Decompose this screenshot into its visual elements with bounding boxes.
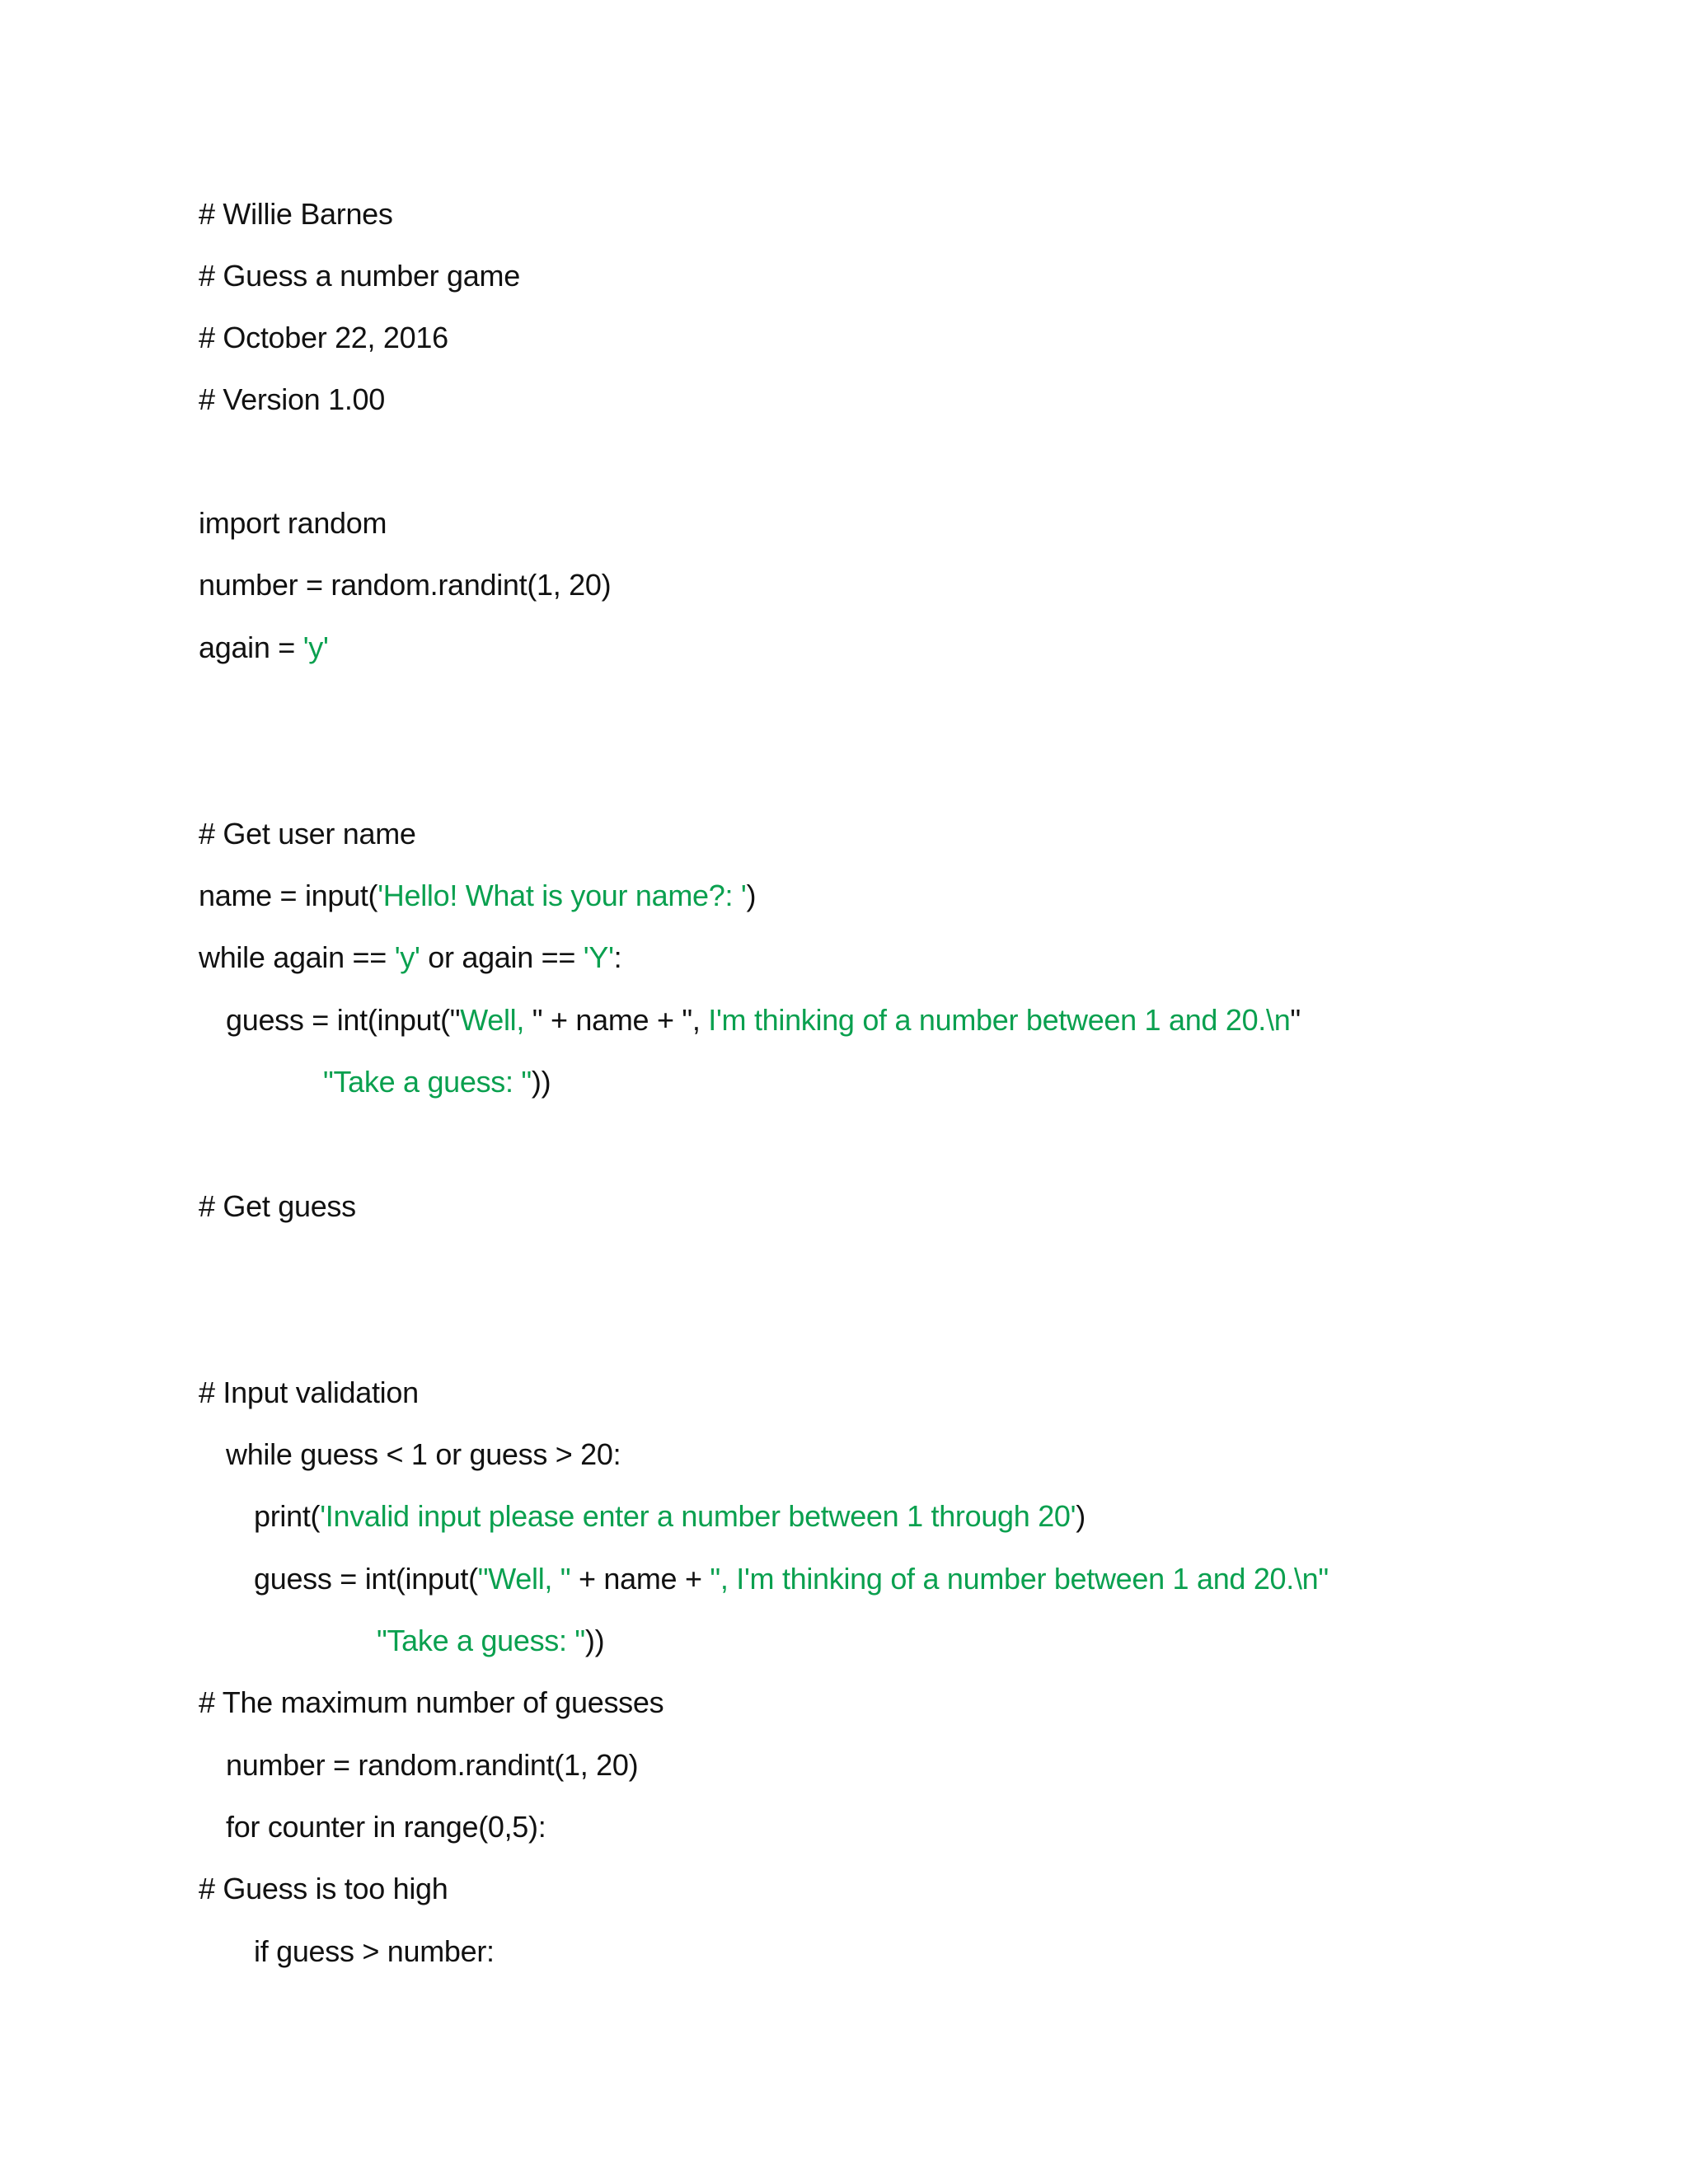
guess-thinking-string: I'm thinking of a number between 1 and 20.\n	[708, 1003, 1291, 1037]
if-guess-line: if guess > number:	[254, 1934, 495, 1968]
print-suffix: )	[1076, 1499, 1085, 1533]
take-guess-line	[323, 1064, 551, 1100]
validation-comment: # Input validation	[199, 1376, 419, 1409]
too-high-comment: # Guess is too high	[199, 1872, 448, 1905]
while-prefix: while again ==	[199, 940, 395, 974]
guess-prefix: guess = int(input("	[226, 1003, 461, 1037]
again-assign-line	[199, 630, 329, 666]
for-counter-line: for counter in range(0,5):	[226, 1810, 546, 1844]
reguess-mid: + name +	[570, 1562, 710, 1596]
while-or: or again ==	[420, 940, 584, 974]
validation-while-line: while guess < 1 or guess > 20:	[226, 1437, 621, 1471]
revalidate-guess-line	[254, 1561, 1329, 1597]
number-reassign-line: number = random.randint(1, 20)	[226, 1748, 639, 1782]
number-assign-line: number = random.randint(1, 20)	[199, 568, 612, 602]
max-guesses-comment: # The maximum number of guesses	[199, 1685, 664, 1719]
author-comment: # Willie Barnes	[199, 197, 393, 231]
guess-input-line	[226, 1002, 1301, 1038]
name-prefix: name = input(	[199, 879, 378, 912]
guess-end: "	[1290, 1003, 1301, 1037]
get-name-comment: # Get user name	[199, 817, 416, 851]
name-prompt-string: 'Hello! What is your name?: '	[377, 879, 747, 912]
again-prefix: again =	[199, 630, 303, 664]
retake-guess-end: ))	[584, 1624, 605, 1657]
name-suffix: )	[746, 879, 757, 912]
print-prefix: print(	[254, 1499, 321, 1533]
invalid-print-line	[254, 1498, 1085, 1535]
take-guess-string: "Take a guess: "	[323, 1065, 532, 1099]
reguess-thinking-string: ", I'm thinking of a number between 1 and 20.\n"	[710, 1562, 1329, 1596]
retake-guess-line	[377, 1623, 604, 1659]
take-guess-end: ))	[531, 1065, 551, 1099]
get-guess-comment: # Get guess	[199, 1189, 356, 1223]
guess-mid: " + name + ",	[532, 1003, 709, 1037]
while-Y-string: 'Y'	[583, 940, 614, 974]
while-y-string: 'y'	[394, 940, 420, 974]
reguess-well-string: "Well, "	[477, 1562, 571, 1596]
import-line: import random	[199, 506, 387, 540]
while-colon: :	[613, 940, 622, 974]
again-value-string: 'y'	[302, 630, 329, 664]
date-comment: # October 22, 2016	[199, 321, 448, 354]
retake-guess-string: "Take a guess: "	[377, 1624, 585, 1657]
reguess-prefix: guess = int(input(	[254, 1562, 478, 1596]
version-comment: # Version 1.00	[199, 382, 385, 416]
invalid-message-string: 'Invalid input please enter a number between 1 through 20'	[320, 1499, 1076, 1533]
while-again-line	[199, 940, 621, 976]
name-input-line	[199, 878, 756, 914]
program-comment: # Guess a number game	[199, 259, 520, 293]
guess-well-string: Well,	[460, 1003, 532, 1037]
